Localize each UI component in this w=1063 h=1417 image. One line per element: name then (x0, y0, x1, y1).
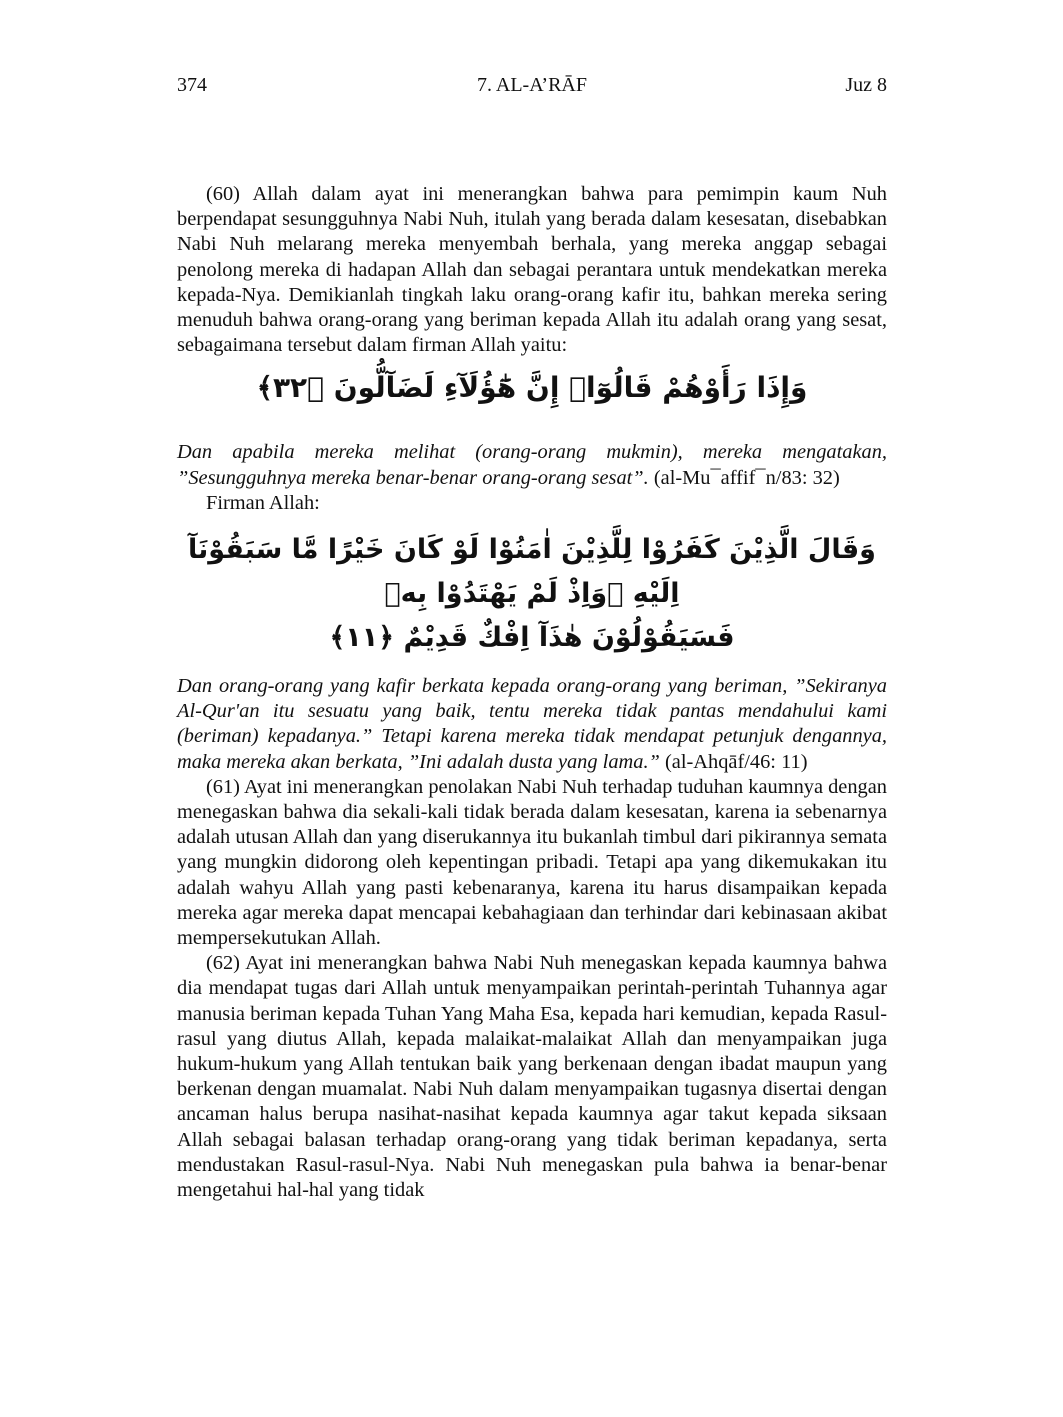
paragraph-61: (61) Ayat ini menerangkan penolakan Nabi Nuh terhadap tuduhan kaumnya dengan menegaskan bahwa dia sekali-kali tidak berada dalam kesesatan, karena ia sebenarnya adalah utusan Allah dan yang diserukannya itu bukanlah timbul dari pikirannya semata yang mungkin didorong oleh kepentingan pribadi. Tetapi apa yang dikemukakan itu adalah wahyu Allah yang pasti kebenaranya, karena itu harus disampaikan kepada mereka agar mereka dapat mencapai kebahagiaan dan terhindar dari kebinasaan akibat mempersekutukan Allah. (177, 775, 887, 950)
paragraph-60: (60) Allah dalam ayat ini menerangkan bahwa para pemimpin kaum Nuh berpendapat sesungguhnya Nabi Nuh, itulah yang berada dalam kesesatan, disebabkan Nabi Nuh melarang mereka menyembah berhala, yang mereka anggap sebagai penolong mereka di hadapan Allah dan sebagai perantara untuk mendekatkan mereka kepada-Nya. Demikianlah tingkah laku orang-orang kafir itu, bahkan mereka sering menuduh bahwa orang-orang yang beriman kepada Allah itu adalah orang yang sesat, sebagaimana tersebut dalam firman Allah yaitu: (177, 183, 887, 357)
arabic-verse-line: وَإِذَا رَأَوْهُمْ قَالُوٓا۟ إِنَّ هَٰٓؤُلَآءِ لَضَآلُّونَ ﴿٣٢﴾ (256, 371, 808, 405)
firman-allah-label: Firman Allah: (206, 491, 320, 514)
arabic-verse-line-1: وَقَالَ الَّذِيْنَ كَفَرُوْا لِلَّذِيْنَ اٰمَنُوْا لَوْ كَانَ خَيْرًا مَّا سَبَقُوْنَآ اِلَيْهِ ۗوَاِذْ لَمْ يَهْتَدُوْا بِهٖ (188, 534, 876, 610)
translation-1 (177, 440, 887, 490)
arabic-verse-al-ahqaf-11 (177, 528, 887, 660)
page-number: 374 (177, 74, 207, 96)
translation-1-reference: (al-Mu¯affif¯n/83: 32) (648, 466, 840, 489)
page-body (177, 182, 887, 1203)
arabic-verse-line-2: فَسَيَقُوْلُوْنَ هٰذَآ اِفْكٌ قَدِيْمٌ ﴿١١﴾ (329, 622, 735, 654)
paragraph-62: (62) Ayat ini menerangkan bahwa Nabi Nuh menegaskan kepada kaumnya bahwa dia mendapat tugas dari Allah untuk menyampaikan perintah-perintah Tuhannya agar manusia beriman kepada Tuhan Yang Maha Esa, kepada hari kemudian, kepada Rasul-rasul yang diutus Allah, kepada malaikat-malaikat Allah dan menyampaikan juga hukum-hukum yang Allah tentukan baik yang berkenaan dengan ibadat maupun yang berkenan dengan muamalat. Nabi Nuh dalam menyampaikan tugasnya disertai dengan ancaman halus berupa nasihat-nasihat kepada kaumnya agar takut kepada siksaan Allah sebagai balasan terhadap orang-orang yang tidak beriman kepadanya, serta mendustakan Rasul-rasul-Nya. Nabi Nuh menegaskan pula bahwa ia benar-benar mengetahui hal-hal yang tidak (177, 952, 887, 1202)
translation-1-text: Dan apabila mereka melihat (orang-orang mukmin), mereka mengatakan, ”Sesungguhnya mereka benar-benar orang-orang sesat”. (177, 441, 887, 489)
translation-2 (177, 674, 887, 775)
arabic-verse-al-mutaffifin-32 (177, 366, 887, 410)
translation-2-reference: (al-Ahqāf/46: 11) (659, 750, 808, 773)
chapter-title: 7. AL-A’RĀF (476, 74, 587, 96)
juz-label: Juz 8 (845, 74, 887, 96)
running-header (177, 74, 887, 104)
translation-2-text: Dan orang-orang yang kafir berkata kepada orang-orang yang beriman, ”Sekiranya Al-Qur'an itu sesuatu yang baik, tentu mereka tidak pantas mendahului kami (beriman) kepadanya.” Tetapi karena mereka tidak mendapat petunjuk dengannya, maka mereka akan berkata, ”Ini adalah dusta yang lama.” (177, 675, 887, 773)
